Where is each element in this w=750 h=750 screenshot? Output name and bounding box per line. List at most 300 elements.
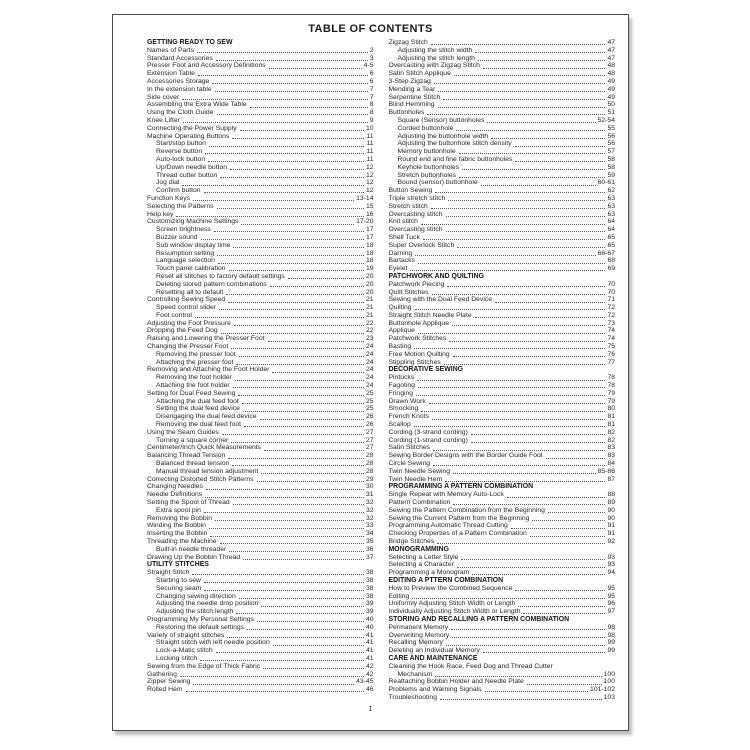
leader-dots bbox=[432, 419, 606, 420]
entry-page-number: 100 bbox=[603, 670, 615, 678]
entry-page-number: 87 bbox=[607, 475, 615, 483]
toc-entry bbox=[147, 172, 374, 180]
entry-label: Gathering bbox=[147, 670, 177, 678]
entry-page-number: 82 bbox=[607, 428, 615, 436]
toc-entry bbox=[389, 452, 616, 460]
toc-entry bbox=[147, 538, 374, 546]
entry-page-number: 32 bbox=[365, 499, 374, 507]
entry-page-number: 74 bbox=[607, 327, 615, 335]
toc-entry bbox=[147, 273, 374, 281]
entry-label: Needle Definitions bbox=[147, 491, 203, 499]
leader-dots bbox=[414, 426, 606, 427]
toc-entry bbox=[389, 47, 616, 55]
entry-label: Setting the Spool of Thread bbox=[147, 499, 230, 507]
leader-dots bbox=[415, 309, 606, 310]
entry-label: Zigzag Stitch bbox=[388, 39, 428, 46]
leader-dots bbox=[418, 387, 605, 388]
leader-dots bbox=[546, 458, 606, 459]
entry-label: Centimeter/Inch Quick Measurements bbox=[147, 444, 262, 452]
toc-entry bbox=[389, 390, 616, 398]
entry-page-number: 32 bbox=[365, 506, 374, 514]
leader-dots bbox=[483, 652, 606, 653]
entry-page-number: 82 bbox=[607, 436, 615, 444]
entry-label: Standard Accessories bbox=[147, 54, 213, 62]
toc-entry bbox=[389, 211, 616, 219]
leader-dots bbox=[234, 325, 364, 326]
entry-label: Buzzer sound bbox=[156, 233, 198, 241]
entry-page-number: 98 bbox=[607, 631, 615, 639]
entry-page-number: 17-20 bbox=[356, 218, 374, 226]
folio-page-number: 1 bbox=[368, 705, 373, 713]
manual-page bbox=[112, 14, 629, 731]
entry-label: Sewing Border Designs with the Border Guide Foot bbox=[388, 452, 543, 460]
leader-dots bbox=[183, 122, 368, 123]
toc-entry bbox=[147, 507, 374, 515]
leader-dots bbox=[421, 411, 605, 412]
toc-entry bbox=[389, 374, 616, 382]
leader-dots bbox=[410, 270, 605, 271]
toc-entry bbox=[147, 55, 374, 63]
toc-entry bbox=[389, 109, 616, 117]
toc-entry bbox=[147, 632, 374, 640]
toc-entry bbox=[389, 156, 616, 164]
entry-label: Scallop bbox=[388, 421, 411, 429]
toc-entry bbox=[389, 125, 616, 133]
leader-dots bbox=[457, 247, 605, 248]
toc-entry bbox=[389, 522, 616, 530]
entry-label: Securing seam bbox=[156, 584, 202, 592]
leader-dots bbox=[204, 192, 364, 193]
entry-page-number: 57 bbox=[607, 148, 615, 156]
toc-entry bbox=[389, 444, 616, 452]
entry-label: Single Repeat with Memory Auto-Lock bbox=[388, 491, 504, 499]
leader-dots bbox=[261, 473, 364, 474]
toc-entry bbox=[147, 327, 374, 335]
leader-dots bbox=[186, 691, 364, 692]
entry-label: Eyelet bbox=[388, 265, 408, 273]
leader-dots bbox=[412, 598, 605, 599]
toc-entry bbox=[389, 530, 616, 538]
entry-page-number: 38 bbox=[365, 569, 374, 577]
entry-page-number: 34 bbox=[365, 530, 374, 538]
leader-dots bbox=[432, 294, 606, 295]
entry-page-number: 75 bbox=[607, 343, 615, 351]
entry-page-number: 29 bbox=[365, 475, 374, 483]
toc-entry bbox=[147, 616, 374, 624]
entry-label: Knee Lifter bbox=[147, 116, 180, 124]
entry-label: Shell Tuck bbox=[388, 233, 420, 241]
toc-entry bbox=[389, 561, 616, 569]
entry-page-number: 26 bbox=[365, 421, 374, 429]
entry-page-number: 55 bbox=[607, 124, 615, 132]
toc-entry bbox=[389, 421, 616, 429]
toc-entry bbox=[389, 86, 616, 94]
entry-page-number: 6 bbox=[369, 77, 374, 85]
entry-label: Sewing the Current Pattern from the Beginning bbox=[388, 514, 530, 522]
entry-page-number: 18 bbox=[365, 241, 374, 249]
entry-label: Patchwork Stitches bbox=[388, 335, 447, 343]
toc-entry bbox=[147, 530, 374, 538]
entry-label: Drawn Work bbox=[388, 397, 426, 405]
entry-page-number: 97 bbox=[607, 608, 615, 616]
toc-entry bbox=[147, 86, 374, 94]
entry-page-number: 99 bbox=[607, 639, 615, 647]
entry-page-number: 83 bbox=[607, 452, 615, 460]
entry-label: Stretch stitch bbox=[388, 202, 428, 210]
entry-label: Applique bbox=[388, 327, 415, 335]
entry-page-number: 70 bbox=[607, 288, 615, 296]
leader-dots bbox=[515, 590, 605, 591]
leader-dots bbox=[481, 185, 596, 186]
leader-dots bbox=[418, 263, 605, 264]
toc-section-header: EDITING A PTTERN COMBINATION bbox=[388, 576, 504, 584]
toc-entry bbox=[389, 351, 616, 359]
leader-dots bbox=[226, 294, 364, 295]
entry-label: Drawing Up the Bobbin Thread bbox=[147, 553, 241, 561]
leader-dots bbox=[182, 185, 364, 186]
leader-dots bbox=[243, 411, 364, 412]
entry-page-number: 41 bbox=[365, 647, 374, 655]
leader-dots bbox=[236, 613, 363, 614]
entry-label: Controlling Sewing Speed bbox=[147, 296, 226, 304]
toc-entry bbox=[389, 569, 616, 577]
toc-section-header: UTILITY STITCHES bbox=[147, 561, 209, 569]
leader-dots bbox=[268, 341, 364, 342]
entry-label: Straight stitch with left needle position bbox=[156, 639, 270, 647]
entry-page-number: 81 bbox=[607, 413, 615, 421]
toc-entry bbox=[389, 265, 616, 273]
entry-label: Foot control bbox=[156, 311, 192, 319]
toc-entry bbox=[147, 366, 374, 374]
leader-dots bbox=[429, 403, 606, 404]
toc-entry bbox=[389, 437, 616, 445]
entry-page-number: 103 bbox=[603, 693, 615, 701]
leader-dots bbox=[515, 161, 605, 162]
entry-label: Twin Needle Hem bbox=[388, 475, 443, 483]
toc-entry bbox=[147, 671, 374, 679]
entry-label: Adjusting the stitch width bbox=[397, 46, 473, 54]
entry-label: Bridge Stitches bbox=[388, 538, 435, 545]
toc-entry bbox=[389, 382, 616, 390]
leader-dots bbox=[236, 364, 363, 365]
entry-page-number: 65 bbox=[607, 241, 615, 249]
toc-entry bbox=[147, 437, 374, 445]
leader-dots bbox=[462, 169, 605, 170]
entry-page-number: 11 bbox=[366, 148, 374, 156]
entry-page-number: 17 bbox=[365, 233, 374, 241]
entry-page-number: 94 bbox=[607, 569, 615, 577]
leader-dots bbox=[451, 629, 605, 630]
leader-dots bbox=[457, 567, 606, 568]
leader-dots bbox=[475, 317, 606, 318]
entry-label: Attaching the dual feed foot bbox=[156, 397, 239, 405]
toc-entry bbox=[147, 374, 374, 382]
leader-dots bbox=[421, 224, 605, 225]
entry-label: Satin Stitch Applique bbox=[388, 70, 451, 78]
entry-page-number: 24 bbox=[365, 366, 374, 374]
leader-dots bbox=[461, 559, 605, 560]
entry-label: Correcting Distorted Stitch Patterns bbox=[147, 475, 254, 483]
leader-dots bbox=[230, 169, 364, 170]
toc-entry bbox=[389, 39, 616, 47]
toc-entry bbox=[389, 257, 616, 265]
entry-label: Starting to sew bbox=[156, 576, 201, 584]
toc-entry bbox=[389, 242, 616, 250]
entry-label: Individually Adjusting Stitch Width or Length bbox=[388, 608, 521, 616]
entry-page-number: 10 bbox=[365, 124, 374, 132]
toc-entry bbox=[147, 655, 374, 663]
entry-page-number: 32 bbox=[365, 514, 374, 522]
entry-label: Resetting all to default bbox=[156, 288, 224, 296]
toc-entry bbox=[147, 398, 374, 406]
toc-entry bbox=[389, 140, 616, 148]
toc-entry bbox=[147, 156, 374, 164]
entry-label: Adjusting the stitch length bbox=[397, 54, 475, 62]
toc-entry bbox=[389, 515, 616, 523]
entry-page-number: 72 bbox=[607, 304, 615, 312]
entry-label: Cording (1-strand cording) bbox=[388, 436, 468, 444]
leader-dots bbox=[548, 512, 606, 513]
entry-page-number: 11 bbox=[366, 140, 374, 148]
leader-dots bbox=[523, 613, 605, 614]
entry-page-number: 42 bbox=[365, 670, 374, 678]
toc-entry bbox=[147, 647, 374, 655]
toc-entry bbox=[147, 164, 374, 172]
leader-dots bbox=[456, 130, 605, 131]
leader-dots bbox=[433, 465, 605, 466]
toc-entry bbox=[147, 483, 374, 491]
entry-label: Touch panel calibration bbox=[156, 265, 226, 273]
entry-label: Rolled Hem bbox=[147, 686, 183, 694]
entry-label: Using the Cloth Guide bbox=[147, 109, 214, 117]
leader-dots bbox=[220, 543, 364, 544]
leader-dots bbox=[434, 83, 606, 84]
leader-dots bbox=[214, 231, 364, 232]
entry-page-number: 52-54 bbox=[597, 116, 615, 124]
entry-label: Cleaning the Hook Race, Feed Dog and Thread Cutter bbox=[388, 662, 553, 670]
entry-page-number: 38 bbox=[365, 584, 374, 592]
toc-entry bbox=[389, 499, 616, 507]
entry-label: Troubleshooting bbox=[388, 693, 437, 701]
toc-entry bbox=[389, 187, 616, 195]
entry-page-number: 24 bbox=[365, 358, 374, 366]
leader-dots bbox=[431, 208, 606, 209]
toc-entry bbox=[389, 70, 616, 78]
leader-dots bbox=[257, 621, 364, 622]
entry-page-number: 43-45 bbox=[356, 678, 374, 686]
entry-label: Programming Automatic Thread Cutting bbox=[388, 522, 508, 530]
entry-page-number: 7 bbox=[369, 93, 374, 101]
leader-dots bbox=[445, 481, 605, 482]
entry-label: Reverse button bbox=[156, 148, 203, 156]
entry-page-number: 83 bbox=[607, 444, 615, 452]
toc-entry bbox=[389, 203, 616, 211]
entry-label: Programming My Personal Settings bbox=[147, 615, 254, 623]
entry-page-number: 91 bbox=[607, 530, 615, 538]
entry-page-number: 63 bbox=[607, 210, 615, 218]
entry-page-number: 77 bbox=[607, 358, 615, 366]
toc-entry bbox=[147, 351, 374, 359]
entry-page-number: 91 bbox=[607, 522, 615, 530]
entry-page-number: 96 bbox=[607, 600, 615, 608]
entry-page-number: 7 bbox=[369, 85, 374, 93]
toc-entry bbox=[389, 491, 616, 499]
toc-entry bbox=[389, 647, 616, 655]
entry-label: Balancing Thread Tension bbox=[147, 452, 226, 460]
toc-entry bbox=[389, 663, 616, 671]
entry-label: Dropping the Feed Dog bbox=[147, 327, 218, 335]
toc-entry bbox=[389, 335, 616, 343]
leader-dots bbox=[257, 481, 364, 482]
toc-entry bbox=[147, 343, 374, 351]
entry-page-number: 39 bbox=[365, 608, 374, 616]
entry-label: Speed control slider bbox=[156, 304, 217, 312]
entry-page-number: 98 bbox=[607, 623, 615, 631]
leader-dots bbox=[215, 520, 364, 521]
leader-dots bbox=[515, 146, 606, 147]
entry-page-number: 89 bbox=[607, 499, 615, 507]
entry-label: Deleting an Individual Memory bbox=[388, 647, 480, 655]
entry-page-number: 60-61 bbox=[597, 179, 615, 187]
toc-entry bbox=[389, 413, 616, 421]
leader-dots bbox=[449, 341, 605, 342]
toc-entry bbox=[147, 195, 374, 203]
toc-entry bbox=[389, 327, 616, 335]
entry-label: Lock-a-Matic stitch bbox=[156, 647, 213, 655]
toc-entry bbox=[147, 234, 374, 242]
entry-label: Checking Properties of a Pattern Combination bbox=[388, 530, 527, 538]
entry-label: Overcasting stitch bbox=[388, 210, 443, 218]
entry-label: Sewing from the Edge of Thick Fabric bbox=[147, 662, 261, 670]
entry-label: In the extension table bbox=[147, 85, 212, 93]
entry-page-number: 24 bbox=[365, 343, 374, 351]
toc-entry bbox=[147, 47, 374, 55]
entry-page-number: 6 bbox=[369, 70, 374, 78]
entry-page-number: 19 bbox=[365, 265, 374, 273]
entry-page-number: 11 bbox=[366, 132, 374, 140]
entry-label: Removing the presser foot bbox=[156, 350, 236, 358]
entry-page-number: 56 bbox=[607, 132, 615, 140]
toc-entry bbox=[147, 585, 374, 593]
toc-entry bbox=[389, 608, 616, 616]
entry-page-number: 40 bbox=[365, 615, 374, 623]
entry-page-number: 28 bbox=[365, 467, 374, 475]
entry-page-number: 41 bbox=[365, 654, 374, 662]
leader-dots bbox=[416, 395, 605, 396]
leader-dots bbox=[215, 91, 368, 92]
entry-label: Sub window display time bbox=[156, 241, 231, 249]
toc-entry bbox=[389, 554, 616, 562]
entry-page-number: 24 bbox=[365, 374, 374, 382]
toc-entry bbox=[147, 413, 374, 421]
entry-page-number: 59 bbox=[607, 171, 615, 179]
entry-page-number: 65 bbox=[607, 233, 615, 241]
entry-page-number: 73 bbox=[607, 319, 615, 327]
entry-label: Up/Down needle button bbox=[156, 163, 228, 171]
toc-entry bbox=[389, 78, 616, 86]
entry-page-number: 80 bbox=[607, 405, 615, 413]
toc-entry bbox=[147, 242, 374, 250]
entry-page-number: 12 bbox=[365, 187, 374, 195]
toc-entry bbox=[147, 444, 374, 452]
entry-label: Adjusting the needle drop position bbox=[156, 600, 259, 608]
entry-label: Changing Needles bbox=[147, 483, 203, 491]
toc-entry bbox=[389, 133, 616, 141]
entry-label: Assembling the Extra Wide Table bbox=[147, 101, 247, 109]
leader-dots bbox=[433, 450, 605, 451]
toc-entry bbox=[147, 515, 374, 523]
toc-entry bbox=[147, 491, 374, 499]
entry-label: Cording (3-strand cording) bbox=[388, 428, 468, 436]
leader-dots bbox=[216, 652, 364, 653]
toc-section-header: GETTING READY TO SEW bbox=[147, 39, 233, 46]
entry-label: Zipper Sewing bbox=[147, 678, 191, 686]
entry-page-number: 63 bbox=[607, 202, 615, 210]
toc-entry bbox=[389, 686, 616, 694]
entry-page-number: 58 bbox=[607, 163, 615, 171]
entry-page-number: 63 bbox=[607, 194, 615, 202]
leader-dots bbox=[176, 216, 363, 217]
toc-section-header: CARE AND MAINTENANCE bbox=[388, 654, 478, 662]
leader-dots bbox=[444, 364, 606, 365]
entry-page-number: 21 bbox=[365, 311, 374, 319]
toc-entry bbox=[147, 359, 374, 367]
leader-dots bbox=[229, 551, 364, 552]
toc-entry bbox=[389, 281, 616, 289]
entry-label: Memory buttonhole bbox=[397, 148, 456, 156]
leader-dots bbox=[229, 270, 364, 271]
toc-entry bbox=[147, 148, 374, 156]
entry-page-number: 79 bbox=[607, 389, 615, 397]
toc-entry bbox=[147, 405, 374, 413]
leader-dots bbox=[487, 122, 595, 123]
entry-page-number: 50 bbox=[607, 101, 615, 109]
toc-columns bbox=[113, 39, 628, 702]
entry-page-number: 88 bbox=[607, 491, 615, 499]
entry-label: Start/stop button bbox=[156, 140, 206, 148]
leader-dots bbox=[459, 153, 606, 154]
entry-page-number: 64 bbox=[607, 226, 615, 234]
leader-dots bbox=[511, 528, 606, 529]
leader-dots bbox=[270, 286, 364, 287]
entry-label: 3-Step Zigzag bbox=[388, 77, 431, 85]
toc-entry bbox=[147, 546, 374, 554]
entry-page-number: 27 bbox=[365, 436, 374, 444]
entry-page-number: 8 bbox=[369, 109, 374, 117]
toc-entry bbox=[147, 320, 374, 328]
toc-entry bbox=[389, 148, 616, 156]
entry-label: Reset all stitches to factory default settings bbox=[156, 272, 285, 280]
leader-dots bbox=[193, 684, 354, 685]
leader-dots bbox=[427, 114, 605, 115]
entry-page-number: 47 bbox=[607, 46, 615, 54]
toc-entry bbox=[147, 179, 374, 187]
entry-label: Button Sewing bbox=[388, 187, 433, 195]
leader-dots bbox=[192, 574, 364, 575]
entry-label: Machine Operating Buttons bbox=[147, 132, 230, 140]
entry-page-number: 40 bbox=[365, 623, 374, 631]
entry-page-number: 38 bbox=[365, 576, 374, 584]
entry-page-number: 9 bbox=[369, 116, 374, 124]
toc-entry bbox=[147, 421, 374, 429]
entry-page-number: 81 bbox=[607, 421, 615, 429]
leader-dots bbox=[459, 177, 605, 178]
entry-page-number: 35 bbox=[365, 538, 374, 545]
entry-label: Sewing with the Dual Feed Device bbox=[388, 296, 493, 304]
leader-dots bbox=[415, 255, 595, 256]
toc-entry bbox=[147, 577, 374, 585]
leader-dots bbox=[217, 114, 368, 115]
